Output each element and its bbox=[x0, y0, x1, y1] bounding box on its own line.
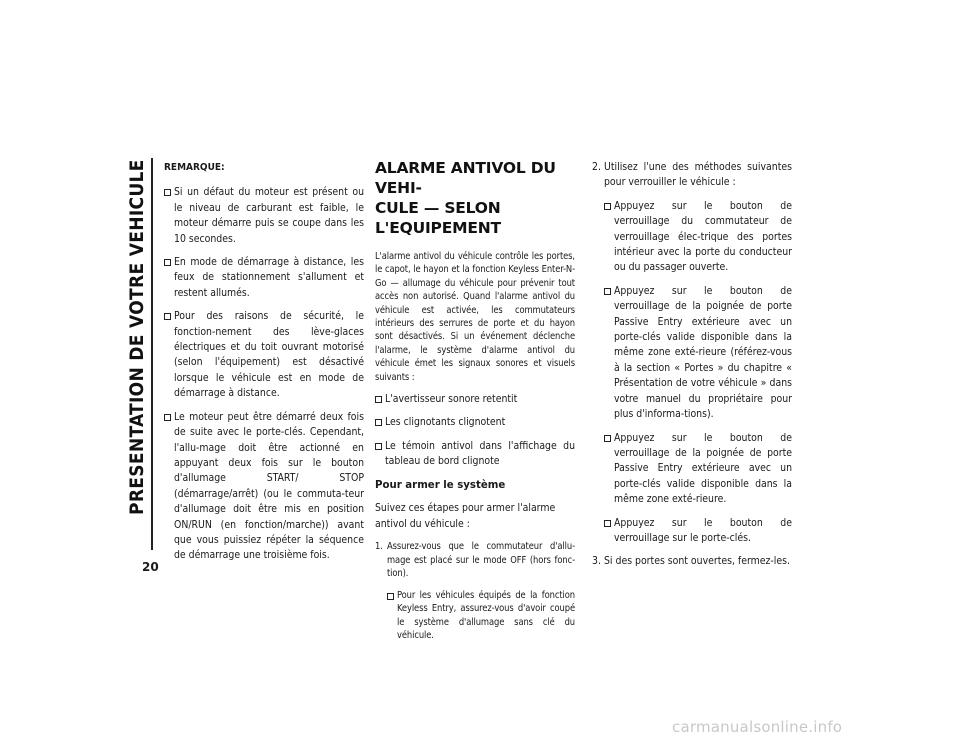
list-item-text: Appuyez sur le bouton de verrouillage sur le porte-clés. bbox=[614, 516, 792, 544]
step-text: Si des portes sont ouvertes, fermez-les. bbox=[604, 555, 790, 568]
list-item-text: Le moteur peut être démarré deux fois de suite avec le porte-clés. Cependant, l'allu-mage doit être actionné en appuyant deux fois sur le bouton d'allumage START/ STOP (démarrage/arrêt) (ou le commuta-teur d'allumage doit être mis en position ON/RUN (en fonction/marche)) avant que vous puissiez répéter la séquence de démarrage une troisième fois. bbox=[174, 410, 364, 562]
checkbox-bullet-icon bbox=[387, 593, 394, 600]
list-item-text: Si un défaut du moteur est présent ou le niveau de carburant est faible, le moteur démarre puis se coupe dans les 10 secondes. bbox=[174, 186, 364, 245]
subheading: Pour armer le système bbox=[375, 479, 506, 491]
note-title: REMARQUE: bbox=[164, 162, 225, 173]
intro-paragraph: L'alarme antivol du véhicule contrôle les portes, le capot, le hayon et la fonction Keyless Enter-N-Go — allumage du véhicule pour prévenir tout accès non autorisé. Quand l'alarme antivol du véhicule est activée, les commutateurs intérieurs des serrures de porte et du hayon sont désactivés. Si un événement déclenche l'alarme, le système d'alarme antivol du véhicule émet les signaux sonores et visuels suivants : bbox=[375, 251, 575, 383]
list-item bbox=[164, 185, 364, 247]
column-3 bbox=[592, 160, 792, 576]
checkbox-bullet-icon bbox=[375, 443, 382, 450]
list-item bbox=[164, 410, 364, 564]
list-item bbox=[164, 255, 364, 301]
list-item bbox=[375, 415, 575, 430]
checkbox-bullet-icon bbox=[604, 288, 611, 295]
checkbox-bullet-icon bbox=[164, 189, 171, 196]
step-number: 2. bbox=[592, 161, 601, 173]
watermark: carmanualsonline.info bbox=[672, 718, 843, 736]
list-item bbox=[604, 199, 792, 276]
list-item-text: Appuyez sur le bouton de verrouillage de la poignée de porte Passive Entry extérieure avec un porte-clés valide disponible dans la même zone exté-rieure (référez-vous à la section « Portes » du chapitre « Présentation de votre véhicule » dans votre manuel du propriétaire pour plus d'informa-tions). bbox=[614, 284, 792, 421]
page-number: 20 bbox=[142, 560, 159, 574]
step-text: Assurez-vous que le commutateur d'allu-mage est placé sur le mode OFF (hors fonc-tion). bbox=[387, 540, 575, 580]
chapter-title: PRESENTATION DE VOTRE VEHICULE bbox=[126, 159, 148, 515]
list-item-text: Les clignotants clignotent bbox=[385, 416, 506, 429]
step-number: 1. bbox=[375, 540, 383, 552]
list-item bbox=[604, 516, 792, 547]
list-item-text: En mode de démarrage à distance, les feux de stationnement s'allument et restent allumés. bbox=[174, 256, 364, 299]
step-item bbox=[375, 540, 575, 643]
list-item bbox=[387, 589, 575, 643]
list-item bbox=[604, 431, 792, 508]
list-item-text: Le témoin antivol dans l'affichage du tableau de bord clignote bbox=[385, 439, 575, 468]
list-item bbox=[375, 392, 575, 407]
step-text: Utilisez l'une des méthodes suivantes pour verrouiller le véhicule : bbox=[604, 161, 792, 189]
checkbox-bullet-icon bbox=[375, 396, 382, 403]
section-heading-line-1: ALARME ANTIVOL DU VEHI- bbox=[375, 159, 556, 197]
column-1 bbox=[164, 160, 364, 572]
section-heading bbox=[375, 158, 575, 238]
section-heading-line-2: CULE — SELON L'EQUIPEMENT bbox=[375, 199, 501, 237]
column-2 bbox=[375, 158, 575, 651]
checkbox-bullet-icon bbox=[164, 313, 171, 320]
checkbox-bullet-icon bbox=[604, 435, 611, 442]
checkbox-bullet-icon bbox=[604, 520, 611, 527]
list-item-text: Pour des raisons de sécurité, le fonction-nement des lève-glaces électriques et du toit ouvrant motorisé (selon l'équipement) est désactivé lorsque le véhicule est en mode de démarrage à distance. bbox=[174, 310, 364, 400]
checkbox-bullet-icon bbox=[164, 414, 171, 421]
step-item bbox=[592, 160, 792, 546]
list-item-text: Appuyez sur le bouton de verrouillage du commutateur de verrouillage élec-trique des portes intérieur avec la porte du conducteur ou du passager ouverte. bbox=[614, 199, 792, 274]
list-item bbox=[375, 439, 575, 470]
step-item bbox=[592, 554, 792, 569]
list-item-text: L'avertisseur sonore retentit bbox=[385, 393, 518, 406]
list-item-text: Appuyez sur le bouton de verrouillage de la poignée de porte Passive Entry extérieure avec un porte-clés valide disponible dans la même zone exté-rieure. bbox=[614, 431, 792, 506]
checkbox-bullet-icon bbox=[375, 419, 382, 426]
checkbox-bullet-icon bbox=[604, 203, 611, 210]
step-number: 3. bbox=[592, 555, 601, 568]
checkbox-bullet-icon bbox=[164, 259, 171, 266]
steps-intro: Suivez ces étapes pour armer l'alarme antivol du véhicule : bbox=[375, 502, 556, 530]
list-item-text: Pour les véhicules équipés de la fonction Keyless Entry, assurez-vous d'avoir coupé le système d'allumage sans clé du véhicule. bbox=[397, 589, 575, 642]
list-item bbox=[604, 284, 792, 423]
list-item bbox=[164, 309, 364, 401]
